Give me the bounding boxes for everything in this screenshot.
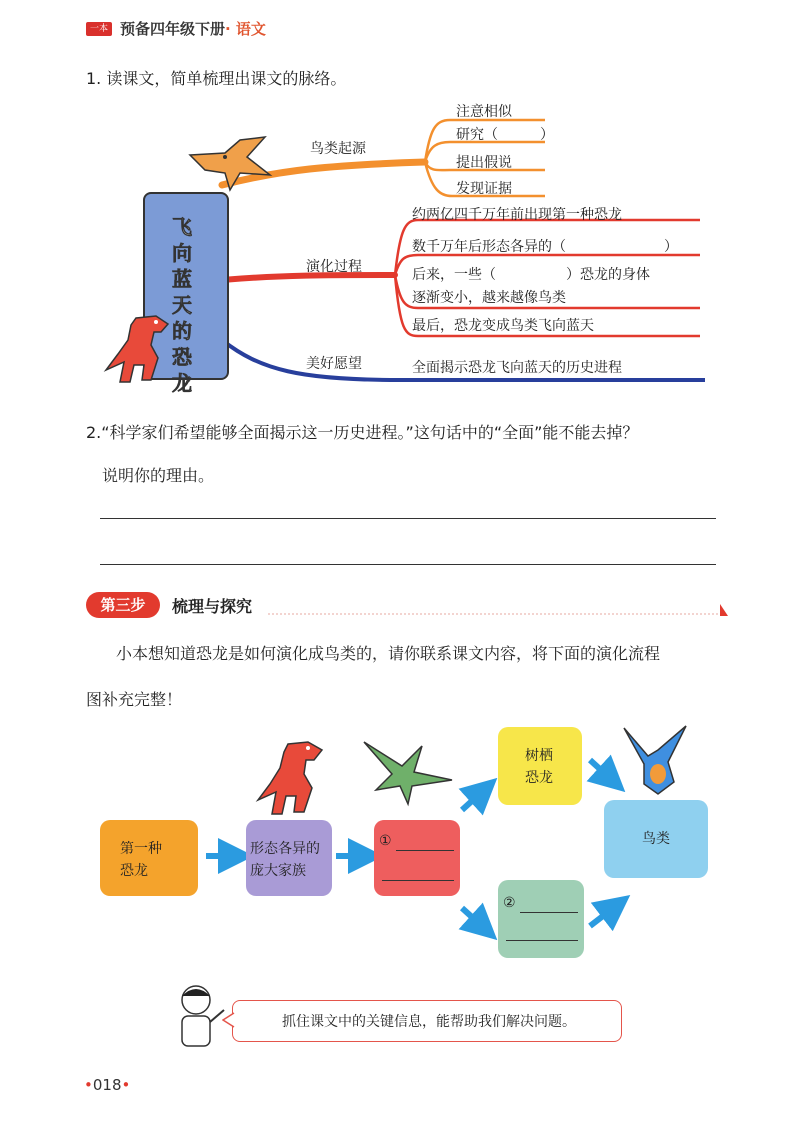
red-dinosaur-illustration xyxy=(96,310,176,390)
fill-line[interactable] xyxy=(382,880,454,881)
flow-box-blank-2[interactable] xyxy=(498,880,584,958)
step-title: 梳理与探究 xyxy=(172,597,253,616)
answer-line[interactable] xyxy=(100,564,716,565)
question-2-prompt-cont: 说明你的理由。 xyxy=(102,466,215,485)
evolution-item-blank[interactable]: 后来，一些（ ）恐龙的身体 xyxy=(412,267,650,283)
flow-box-diverse-family: 形态各异的 庞大家族 xyxy=(246,820,332,896)
book-title: 预备四年级下册· 语文 xyxy=(120,20,266,38)
origin-item-blank[interactable]: 研究（ ） xyxy=(456,127,554,143)
flow-box-arboreal-dinosaur: 树栖 恐龙 xyxy=(498,727,582,805)
dinosaur-illustration xyxy=(252,738,328,818)
origin-item: 发现证据 xyxy=(456,181,512,197)
blank-marker: ① xyxy=(379,833,392,849)
branch-label-hope: 美好愿望 xyxy=(306,356,362,372)
step-intro: 小本想知道恐龙是如何演化成鸟类的，请你联系课文内容，将下面的演化流程 xyxy=(116,644,661,663)
branch-label-evolution: 演化过程 xyxy=(306,259,362,275)
question-1-prompt: 1. 读课文，简单梳理出课文的脉络。 xyxy=(86,69,347,88)
evolution-item: 逐渐变小，越来越像鸟类 xyxy=(412,290,566,306)
origin-item: 注意相似 xyxy=(456,104,512,120)
flow-box-first-dinosaur: 第一种 恐龙 xyxy=(100,820,198,896)
fill-line[interactable] xyxy=(520,912,578,913)
hope-item: 全面揭示恐龙飞向蓝天的历史进程 xyxy=(412,360,622,376)
blue-bird-illustration xyxy=(618,722,692,798)
brand-logo: 一本 xyxy=(86,22,112,36)
green-pterosaur-illustration xyxy=(362,736,462,810)
step-intro-cont: 图补充完整！ xyxy=(86,690,183,709)
evolution-item: 最后，恐龙变成鸟类飞向蓝天 xyxy=(412,318,594,334)
evolution-item-blank[interactable]: 数千万年后形态各异的（ ） xyxy=(412,239,678,255)
mind-map-center-title: 飞向蓝天的恐龙 xyxy=(172,215,192,395)
evolution-item: 约两亿四千万年前出现第一种恐龙 xyxy=(412,207,622,223)
bubble-tail xyxy=(222,1012,236,1028)
branch-label-bird-origin: 鸟类起源 xyxy=(310,141,366,157)
flow-box-birds: 鸟类 xyxy=(604,800,708,878)
subject-label: · 语文 xyxy=(225,20,266,38)
step-divider xyxy=(268,604,728,618)
fill-line[interactable] xyxy=(506,940,578,941)
fill-line[interactable] xyxy=(396,850,454,851)
page-number: •018• xyxy=(84,1076,131,1094)
answer-line[interactable] xyxy=(100,518,716,519)
blank-marker: ② xyxy=(503,895,516,911)
question-2-prompt: 2.“科学家们希望能够全面揭示这一历史进程。”这句话中的“全面”能不能去掉？ xyxy=(86,423,639,442)
origin-item: 提出假说 xyxy=(456,155,512,171)
flow-box-blank-1[interactable] xyxy=(374,820,460,896)
step-badge: 第三步 xyxy=(86,592,160,618)
tip-text: 抓住课文中的关键信息，能帮助我们解决问题。 xyxy=(282,1014,576,1030)
